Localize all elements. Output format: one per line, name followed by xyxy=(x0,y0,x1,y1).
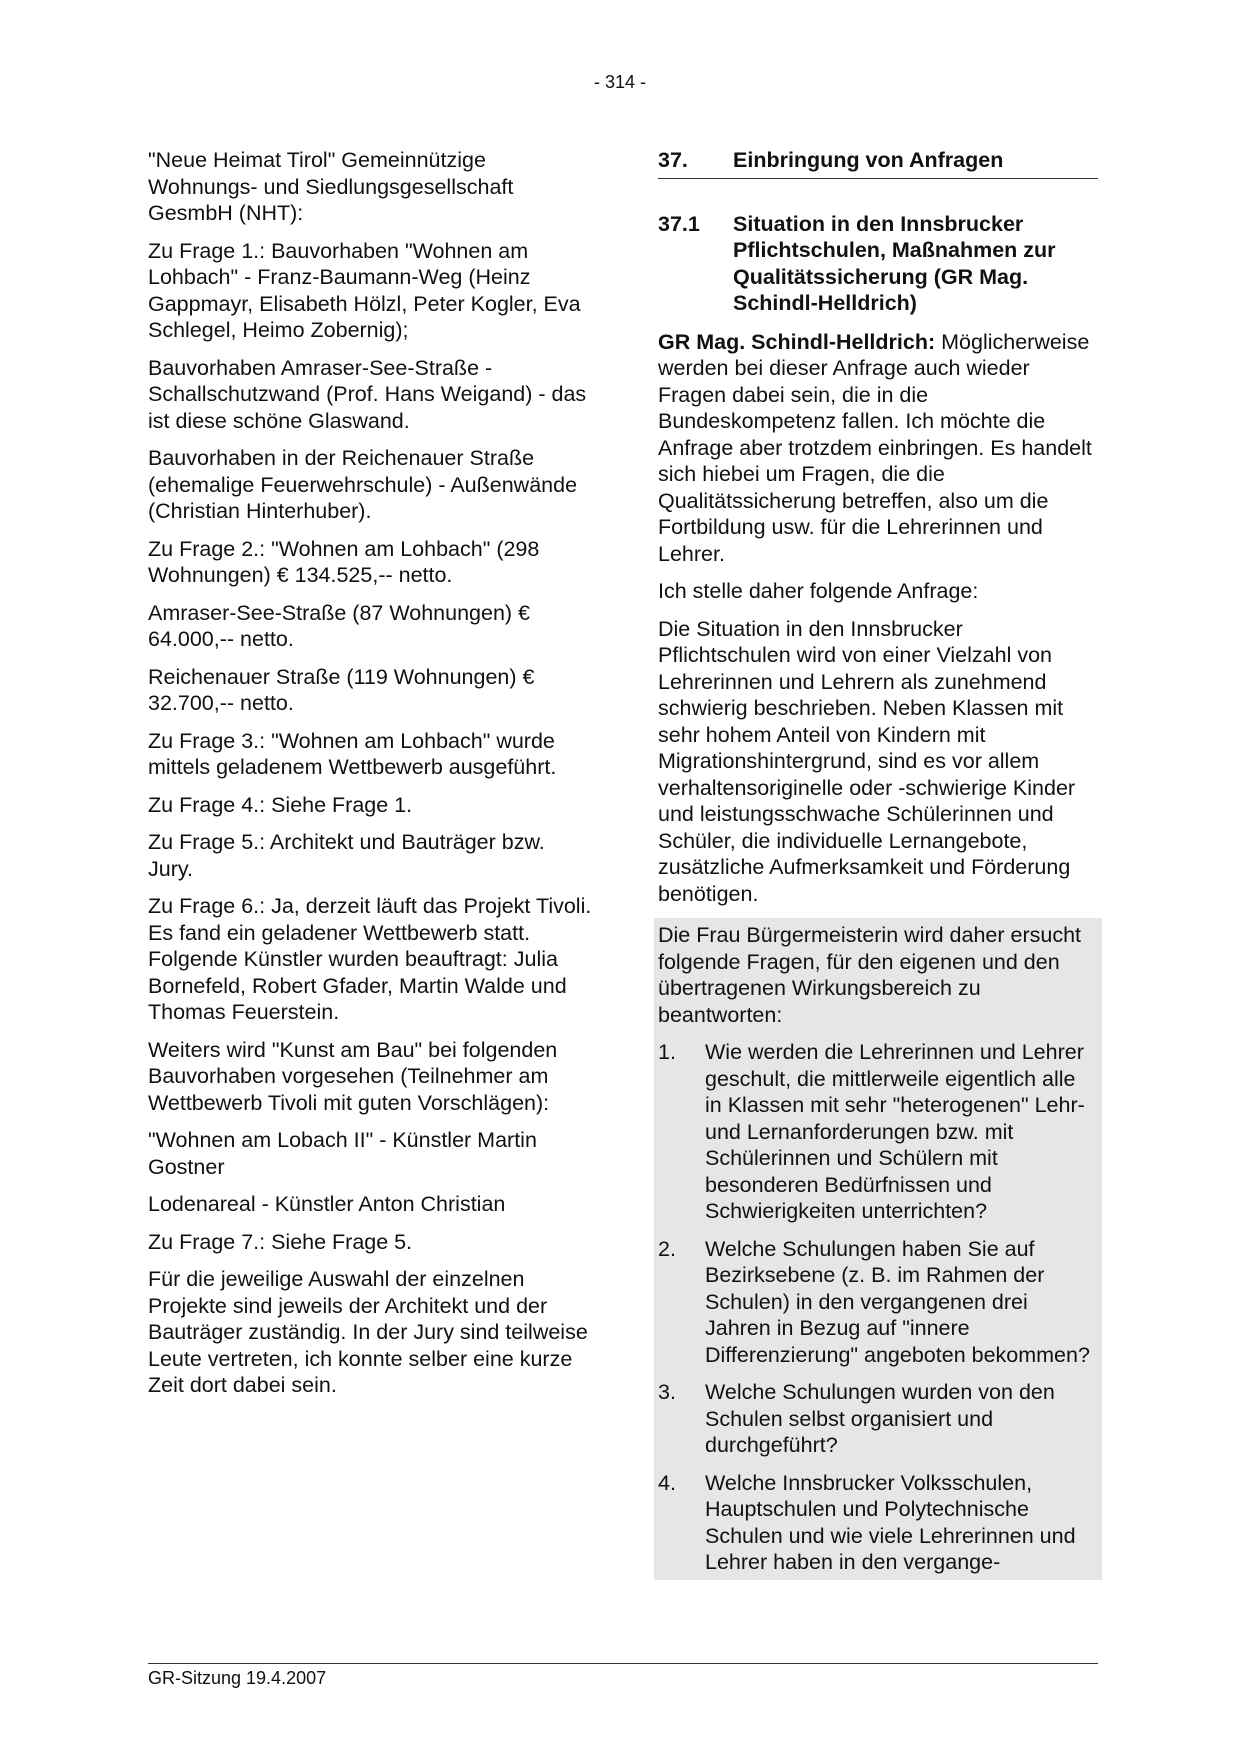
inquiry-box xyxy=(654,918,1102,1580)
question-number: 1. xyxy=(658,1040,676,1064)
speaker-name: GR Mag. Schindl-Helldrich: xyxy=(658,329,936,354)
paragraph: Amraser-See-Straße (87 Wohnungen) € 64.000,-- netto. xyxy=(148,600,531,651)
left-column xyxy=(148,147,593,1410)
paragraph: Bauvorhaben in der Reichenauer Straße (ehemalige Feuerwehrschule) - Außenwände (Christian Hinterhuber). xyxy=(148,446,578,523)
paragraph: "Neue Heimat Tirol" Gemeinnützige Wohnungs- und Siedlungsgesellschaft GesmbH (NHT): xyxy=(148,148,514,225)
question-number: 2. xyxy=(658,1236,676,1261)
question-number: 4. xyxy=(658,1470,676,1495)
paragraph: "Wohnen am Lobach II" - Künstler Martin Gostner xyxy=(148,1128,537,1179)
page-number: - 314 - xyxy=(593,72,647,92)
question-item xyxy=(658,1470,1098,1576)
section-title: Einbringung von Anfragen xyxy=(733,148,1004,172)
paragraph: Zu Frage 3.: "Wohnen am Lohbach" wurde mittels geladenem Wettbewerb ausgeführt. xyxy=(148,728,557,779)
paragraph: Weiters wird "Kunst am Bau" bei folgenden Bauvorhaben vorgesehen (Teilnehmer am Wettbewerb Tivoli mit guten Vorschlägen): xyxy=(148,1037,558,1115)
paragraph: Für die jeweilige Auswahl der einzelnen Projekte sind jeweils der Architekt und der Bauträger zuständig. In der Jury sind teilweise Leute vertreten, ich konnte selber eine kurze Zeit dort dabei sein. xyxy=(148,1267,588,1397)
section-heading xyxy=(658,147,1098,179)
question-item xyxy=(658,1039,1098,1225)
question-text: Welche Schulungen wurden von den Schulen selbst organisiert und durchgeführt? xyxy=(705,1380,1055,1457)
speech-paragraph xyxy=(658,329,1098,568)
paragraph: Zu Frage 5.: Architekt und Bauträger bzw. Jury. xyxy=(148,830,545,881)
inquiry-intro: Die Frau Bürgermeisterin wird daher ersucht folgende Fragen, für den eigenen und den übertragenen Wirkungsbereich zu beantworten: xyxy=(658,923,1081,1027)
subsection-title: Situation in den Innsbrucker Pflichtschulen, Maßnahmen zur Qualitätssicherung (GR Mag. Schindl-Helldrich) xyxy=(733,211,1056,315)
question-text: Wie werden die Lehrerinnen und Lehrer geschult, die mittlerweile eigentlich alle in Klassen mit sehr "heterogenen" Lehr- und Lernanforderungen bzw. mit Schülerinnen und Schülern mit besonderen Bedürfnissen und Schwierigkeiten unterrichten? xyxy=(705,1040,1085,1223)
paragraph: Zu Frage 1.: Bauvorhaben "Wohnen am Lohbach" - Franz-Baumann-Weg (Heinz Gappmayr, Elisabeth Hölzl, Peter Kogler, Eva Schlegel, Heimo Zobernig); xyxy=(148,238,581,342)
paragraph: Zu Frage 7.: Siehe Frage 5. xyxy=(148,1229,413,1254)
paragraph: Zu Frage 2.: "Wohnen am Lohbach" (298 Wohnungen) € 134.525,-- netto. xyxy=(148,536,540,587)
section-number: 37. xyxy=(658,148,688,172)
paragraph: Die Situation in den Innsbrucker Pflichtschulen wird von einer Vielzahl von Lehrerinnen und Lehrern als zunehmend schwierig beschrieben. Neben Klassen mit sehr hohem Anteil von Kindern mit Migrationshintergrund, sind es vor allem verhaltensoriginelle oder -schwierige Kinder und leistungsschwache Schülerinnen und Schüler, die individuelle Lernangebote, zusätzliche Aufmerksamkeit und Förderung benötigen. xyxy=(658,616,1076,906)
right-column xyxy=(658,147,1098,1580)
footer-text: GR-Sitzung 19.4.2007 xyxy=(148,1668,327,1688)
question-item xyxy=(658,1236,1098,1369)
paragraph: Lodenareal - Künstler Anton Christian xyxy=(148,1192,506,1216)
subsection-heading xyxy=(658,211,1098,317)
paragraph: Zu Frage 4.: Siehe Frage 1. xyxy=(148,792,413,817)
paragraph: Ich stelle daher folgende Anfrage: xyxy=(658,579,979,603)
paragraph: Zu Frage 6.: Ja, derzeit läuft das Projekt Tivoli. Es fand ein geladener Wettbewerb statt. Folgende Künstler wurden beauftragt: Julia Bornefeld, Robert Gfader, Martin Walde und Thomas Feuerstein. xyxy=(148,894,592,1024)
question-number: 3. xyxy=(658,1380,676,1404)
paragraph: Reichenauer Straße (119 Wohnungen) € 32.700,-- netto. xyxy=(148,664,535,715)
paragraph: Bauvorhaben Amraser-See-Straße - Schallschutzwand (Prof. Hans Weigand) - das ist diese schöne Glaswand. xyxy=(148,355,587,433)
question-text: Welche Innsbrucker Volksschulen, Hauptschulen und Polytechnische Schulen und wie viele Lehrerinnen und Lehrer haben in den vergange- xyxy=(705,1470,1076,1574)
question-item xyxy=(658,1379,1098,1459)
speech-text: Möglicherweise werden bei dieser Anfrage auch wieder Fragen dabei sein, die in die Bundeskompetenz fallen. Ich möchte die Anfrage aber trotzdem einbringen. Es handelt sich hiebei um Fragen, die die Qualitätssicherung betreffen, also um die Fortbildung usw. für die Lehrerinnen und Lehrer. xyxy=(658,329,1092,566)
question-text: Welche Schulungen haben Sie auf Bezirksebene (z. B. im Rahmen der Schulen) in den vergangenen drei Jahren in Bezug auf "innere Differenzierung" angeboten bekommen? xyxy=(705,1236,1090,1367)
footer-divider xyxy=(148,1663,1098,1664)
subsection-number: 37.1 xyxy=(658,211,700,236)
